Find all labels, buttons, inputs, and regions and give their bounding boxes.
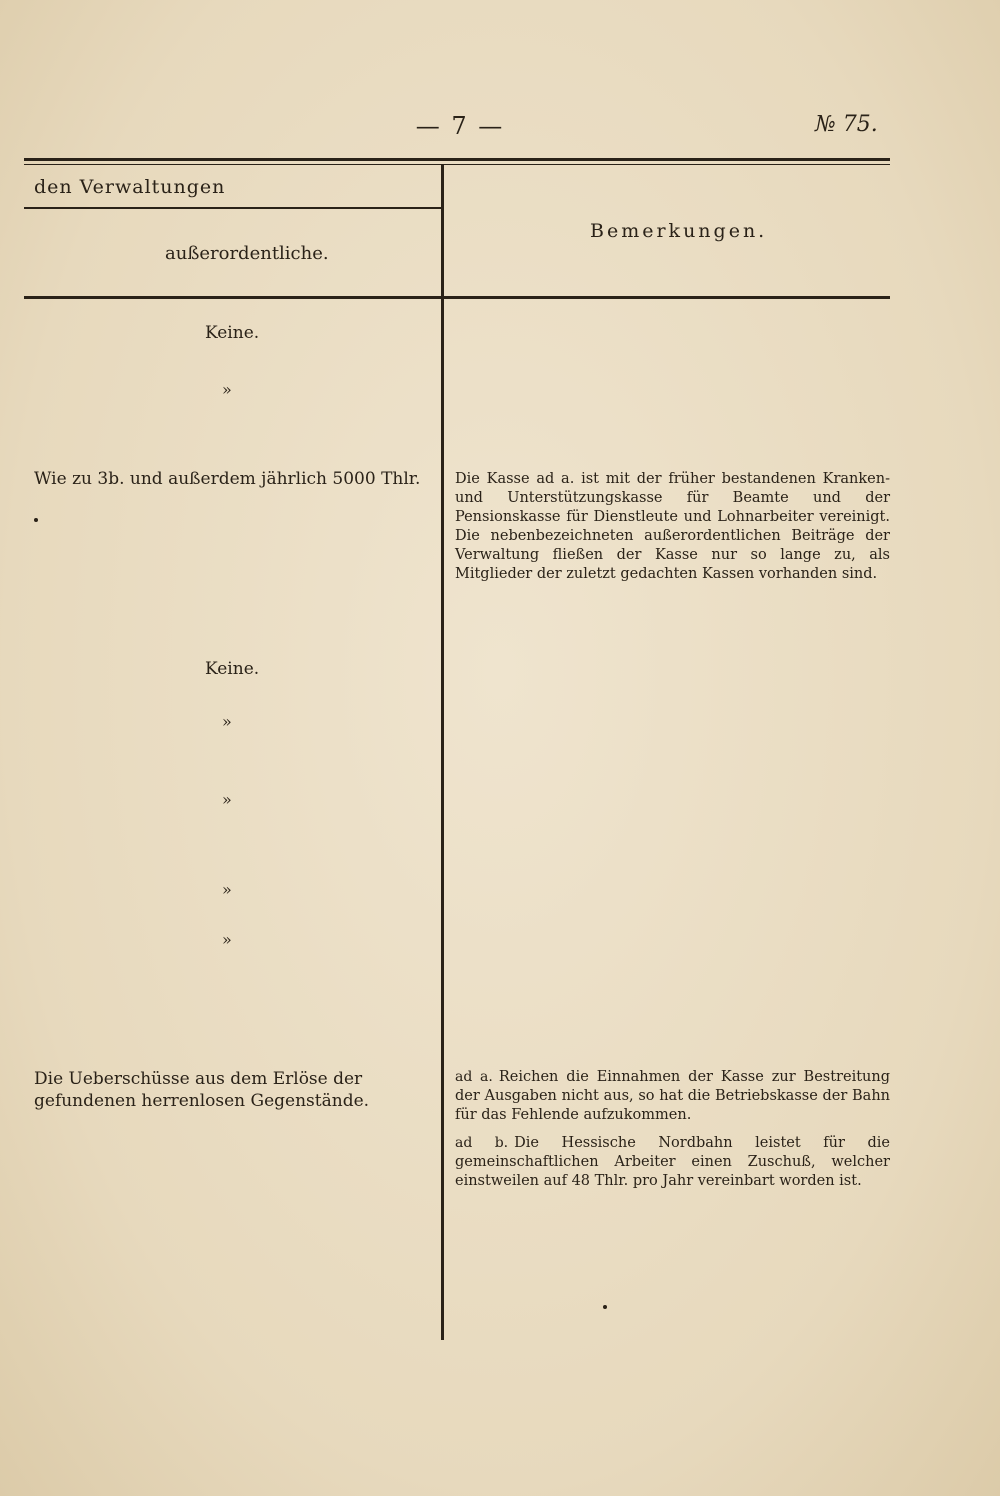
ditto-mark: » bbox=[222, 712, 232, 731]
ditto-mark: » bbox=[222, 930, 232, 949]
remark-text: Die Hessische Nordbahn leistet für die gemeinschaftlichen Arbeiter einen Zuschuß, welcher einstweilen auf 48 Thlr. pro Jahr vereinbart worden ist. bbox=[455, 1135, 890, 1189]
remark-ad-a bbox=[455, 1068, 890, 1125]
entry-ueberschuesse: Die Ueberschüsse aus dem Erlöse der gefundenen herrenlosen Gegenstände. bbox=[34, 1069, 370, 1111]
header-bottom-rule bbox=[24, 296, 890, 299]
remark-ad-b bbox=[455, 1134, 890, 1191]
entry-keine-1: Keine. bbox=[205, 323, 260, 343]
remark-label: ad b. bbox=[455, 1135, 509, 1151]
issue-number: № 75. bbox=[815, 112, 878, 137]
ditto-mark: » bbox=[222, 790, 232, 809]
print-speck bbox=[603, 1305, 607, 1309]
left-column-title: den Verwaltungen bbox=[34, 176, 226, 198]
ditto-mark: » bbox=[222, 380, 232, 399]
remarks-column-title: Bemerkungen. bbox=[590, 220, 768, 242]
entry-wie-zu-3b: Wie zu 3b. und außerdem jährlich 5000 Thlr. bbox=[34, 469, 421, 489]
remark-label: ad a. bbox=[455, 1069, 493, 1085]
ditto-mark: » bbox=[222, 880, 232, 899]
left-header-rule bbox=[24, 207, 441, 209]
entry-keine-2: Keine. bbox=[205, 659, 260, 679]
column-divider bbox=[441, 165, 444, 1340]
remark-kasse: Die Kasse ad a. ist mit der früher bestandenen Kranken- und Unterstützungskasse für Beamte und der Pensionskasse für Dienstleute und Lohnarbeiter vereinigt. Die nebenbezeichneten außerordentlichen Beiträge der Verwaltung fließen der Kasse nur so lange zu, als Mitglieder der zuletzt gedachten Kassen vorhanden sind. bbox=[455, 471, 890, 582]
top-rule-thin bbox=[24, 164, 890, 165]
remark-text: Reichen die Einnahmen der Kasse zur Bestreitung der Ausgaben nicht aus, so hat die Betriebskasse der Bahn für das Fehlende aufzukommen. bbox=[455, 1069, 890, 1123]
left-column-subtitle: außerordentliche. bbox=[165, 243, 329, 264]
page-number: — 7 — bbox=[415, 112, 505, 140]
top-rule bbox=[24, 158, 890, 161]
print-speck bbox=[34, 518, 38, 522]
